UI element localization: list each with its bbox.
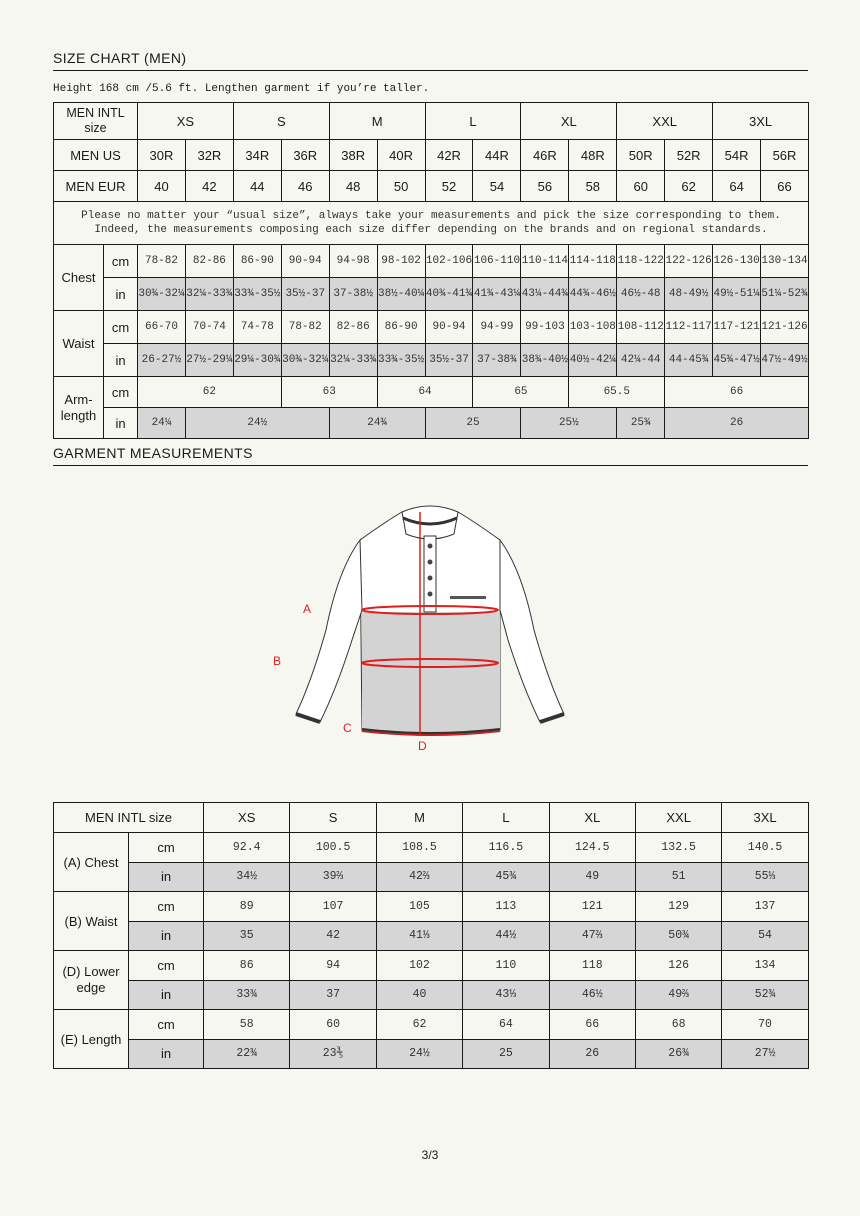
garment-in-cell: 42⅔ [376, 862, 462, 892]
chest-in-cell: 49½-51¼ [713, 278, 761, 311]
garment-in-cell: 40 [376, 980, 462, 1010]
garment-in-cell: 46½ [549, 980, 635, 1010]
arm-cm-cell: 64 [377, 377, 473, 408]
chest-label: Chest [54, 245, 104, 311]
arm-cm-cell: 63 [281, 377, 377, 408]
eur-size-cell: 46 [281, 171, 329, 202]
eur-size-cell: 58 [569, 171, 617, 202]
garment-cm-cell: 110 [463, 951, 549, 981]
us-size-cell: 52R [665, 140, 713, 171]
garment-in-cell: 35 [204, 921, 290, 951]
garment-cm-cell: 66 [549, 1010, 635, 1040]
garment-row-label: (E) Length [54, 1010, 129, 1069]
garment-size-header: XL [549, 803, 635, 833]
garment-size-header: S [290, 803, 376, 833]
intl-size-cell: M [329, 103, 425, 140]
unit-in: in [104, 278, 138, 311]
garment-header-row [54, 803, 809, 833]
eur-size-cell: 66 [761, 171, 809, 202]
chest-cm-cell: 78-82 [138, 245, 186, 278]
waist-cm-cell: 121-126 [761, 311, 809, 344]
chest-cm-cell: 126-130 [713, 245, 761, 278]
garment-cm-cell: 92.4 [204, 833, 290, 863]
eur-size-cell: 48 [329, 171, 377, 202]
waist-in-cell: 32¼-33¾ [329, 344, 377, 377]
garment-cm-cell: 100.5 [290, 833, 376, 863]
garment-row-label: (D) Lower edge [54, 951, 129, 1010]
eur-size-row [54, 171, 809, 202]
garment-cm-cell: 105 [376, 892, 462, 922]
intl-size-cell: 3XL [713, 103, 809, 140]
garment-cm-cell: 60 [290, 1010, 376, 1040]
garment-cm-cell: 108.5 [376, 833, 462, 863]
garment-cm-row [54, 1010, 809, 1040]
waist-in-cell: 47½-49½ [761, 344, 809, 377]
garment-cm-cell: 58 [204, 1010, 290, 1040]
unit-in: in [129, 862, 204, 892]
arm-cm-cell: 66 [665, 377, 809, 408]
garment-in-cell: 47⅔ [549, 921, 635, 951]
garment-in-row [54, 980, 809, 1010]
garment-in-cell: 41⅓ [376, 921, 462, 951]
garment-in-row [54, 921, 809, 951]
chest-in-cell: 32¼-33¾ [185, 278, 233, 311]
garment-cm-cell: 89 [204, 892, 290, 922]
garment-cm-cell: 107 [290, 892, 376, 922]
us-size-cell: 56R [761, 140, 809, 171]
chest-in-cell: 37-38½ [329, 278, 377, 311]
unit-in: in [129, 980, 204, 1010]
waist-in-cell: 35½-37 [425, 344, 473, 377]
garment-in-cell: 43⅓ [463, 980, 549, 1010]
us-size-cell: 50R [617, 140, 665, 171]
waist-cm-cell: 94-99 [473, 311, 521, 344]
chest-cm-cell: 110-114 [521, 245, 569, 278]
waist-in-cell: 45¾-47½ [713, 344, 761, 377]
eur-size-cell: 64 [713, 171, 761, 202]
waist-in-cell: 40½-42¼ [569, 344, 617, 377]
waist-in-cell: 37-38¾ [473, 344, 521, 377]
waist-in-cell: 29¼-30¾ [233, 344, 281, 377]
waist-cm-cell: 90-94 [425, 311, 473, 344]
us-size-cell: 48R [569, 140, 617, 171]
arm-in-cell: 25 [425, 408, 521, 439]
chest-cm-cell: 98-102 [377, 245, 425, 278]
garment-cm-cell: 129 [635, 892, 721, 922]
us-size-row [54, 140, 809, 171]
garment-in-cell: 27½ [722, 1039, 808, 1069]
garment-in-cell: 50¾ [635, 921, 721, 951]
arm-cm-cell: 65 [473, 377, 569, 408]
chest-in-cell: 30¾-32¼ [138, 278, 186, 311]
waist-cm-row [54, 311, 809, 344]
waist-in-cell: 42¼-44 [617, 344, 665, 377]
waist-in-cell: 44-45¾ [665, 344, 713, 377]
garment-size-header: L [463, 803, 549, 833]
garment-in-cell: 26¾ [635, 1039, 721, 1069]
eur-size-cell: 62 [665, 171, 713, 202]
waist-label: Waist [54, 311, 104, 377]
intl-size-row [54, 103, 809, 140]
intl-size-cell: S [233, 103, 329, 140]
intl-size-cell: L [425, 103, 521, 140]
waist-cm-cell: 112-117 [665, 311, 713, 344]
unit-in: in [104, 408, 138, 439]
arm-in-cell: 24¾ [329, 408, 425, 439]
garment-in-cell: 51 [635, 862, 721, 892]
garment-size-header: XXL [635, 803, 721, 833]
chest-cm-cell: 118-122 [617, 245, 665, 278]
unit-cm: cm [129, 951, 204, 981]
garment-in-cell: 52¾ [722, 980, 808, 1010]
eur-size-cell: 50 [377, 171, 425, 202]
garment-cm-cell: 86 [204, 951, 290, 981]
garment-in-cell: 45¾ [463, 862, 549, 892]
advice-text: Please no matter your “usual size”, always take your measurements and pick the size corresponding to them. Indeed, the measurements composing each size differ depending on the brands and on regional standards. [54, 202, 809, 245]
garment-cm-cell: 118 [549, 951, 635, 981]
us-size-cell: 32R [185, 140, 233, 171]
garment-cm-cell: 121 [549, 892, 635, 922]
garment-in-cell: 22¾ [204, 1039, 290, 1069]
garment-size-header: 3XL [722, 803, 808, 833]
garment-cm-cell: 68 [635, 1010, 721, 1040]
us-size-cell: 44R [473, 140, 521, 171]
garment-cm-cell: 116.5 [463, 833, 549, 863]
chest-cm-cell: 122-126 [665, 245, 713, 278]
chest-cm-row [54, 245, 809, 278]
chest-in-cell: 33¾-35½ [233, 278, 281, 311]
garment-in-cell: 37 [290, 980, 376, 1010]
chest-cm-cell: 90-94 [281, 245, 329, 278]
garment-cm-cell: 124.5 [549, 833, 635, 863]
waist-cm-cell: 99-103 [521, 311, 569, 344]
waist-cm-cell: 82-86 [329, 311, 377, 344]
garment-in-cell: 49⅔ [635, 980, 721, 1010]
unit-in: in [129, 1039, 204, 1069]
chest-in-cell: 44¾-46½ [569, 278, 617, 311]
unit-cm: cm [104, 245, 138, 278]
garment-cm-row [54, 833, 809, 863]
unit-cm: cm [104, 311, 138, 344]
us-size-cell: 36R [281, 140, 329, 171]
advice-row [54, 202, 809, 245]
arm-cm-cell: 65.5 [569, 377, 665, 408]
us-size-cell: 34R [233, 140, 281, 171]
garment-measurements-title: GARMENT MEASUREMENTS [53, 445, 808, 466]
garment-in-cell: 49 [549, 862, 635, 892]
garment-in-cell: 42 [290, 921, 376, 951]
eur-size-label: MEN EUR [54, 171, 138, 202]
chest-cm-cell: 82-86 [185, 245, 233, 278]
us-size-label: MEN US [54, 140, 138, 171]
garment-cm-cell: 132.5 [635, 833, 721, 863]
waist-cm-cell: 117-121 [713, 311, 761, 344]
waist-cm-cell: 70-74 [185, 311, 233, 344]
garment-size-header: M [376, 803, 462, 833]
unit-cm: cm [129, 1010, 204, 1040]
us-size-cell: 54R [713, 140, 761, 171]
chest-in-cell: 46½-48 [617, 278, 665, 311]
chest-cm-cell: 94-98 [329, 245, 377, 278]
garment-cm-row [54, 951, 809, 981]
waist-cm-cell: 66-70 [138, 311, 186, 344]
eur-size-cell: 56 [521, 171, 569, 202]
garment-cm-cell: 62 [376, 1010, 462, 1040]
eur-size-cell: 40 [138, 171, 186, 202]
eur-size-cell: 54 [473, 171, 521, 202]
unit-in: in [129, 921, 204, 951]
unit-cm: cm [104, 377, 138, 408]
unit-in: in [104, 344, 138, 377]
chest-cm-cell: 106-110 [473, 245, 521, 278]
arm-in-cell: 26 [665, 408, 809, 439]
unit-cm: cm [129, 892, 204, 922]
garment-illustration [273, 500, 570, 760]
eur-size-cell: 52 [425, 171, 473, 202]
label-c: C [343, 721, 352, 735]
chest-cm-cell: 102-106 [425, 245, 473, 278]
arm-in-cell: 25½ [521, 408, 617, 439]
us-size-cell: 40R [377, 140, 425, 171]
eur-size-cell: 42 [185, 171, 233, 202]
waist-cm-cell: 74-78 [233, 311, 281, 344]
garment-cm-cell: 64 [463, 1010, 549, 1040]
garment-cm-cell: 94 [290, 951, 376, 981]
waist-in-row [54, 344, 809, 377]
waist-in-cell: 33¾-35½ [377, 344, 425, 377]
waist-cm-cell: 78-82 [281, 311, 329, 344]
garment-in-cell: 55⅓ [722, 862, 808, 892]
size-chart-table [53, 102, 809, 439]
waist-cm-cell: 108-112 [617, 311, 665, 344]
height-note: Height 168 cm /5.6 ft. Lengthen garment if you’re taller. [53, 83, 430, 95]
arm-in-cell: 24¼ [138, 408, 186, 439]
chest-in-cell: 40¾-41¾ [425, 278, 473, 311]
eur-size-cell: 44 [233, 171, 281, 202]
garment-cm-cell: 70 [722, 1010, 808, 1040]
unit-cm: cm [129, 833, 204, 863]
waist-in-cell: 27½-29¼ [185, 344, 233, 377]
garment-in-cell: 33¾ [204, 980, 290, 1010]
garment-cm-cell: 134 [722, 951, 808, 981]
garment-cm-cell: 113 [463, 892, 549, 922]
waist-in-cell: 30¾-32¼ [281, 344, 329, 377]
chest-in-cell: 43¼-44¾ [521, 278, 569, 311]
intl-size-cell: XS [138, 103, 234, 140]
garment-cm-cell: 126 [635, 951, 721, 981]
garment-in-row [54, 862, 809, 892]
label-b: B [273, 654, 282, 668]
garment-row-label: (A) Chest [54, 833, 129, 892]
label-d: D [418, 739, 427, 753]
garment-in-cell: 25 [463, 1039, 549, 1069]
garment-in-cell: 23⅗ [290, 1039, 376, 1069]
arm-in-row [54, 408, 809, 439]
size-chart-title: SIZE CHART (MEN) [53, 50, 808, 71]
garment-in-cell: 26 [549, 1039, 635, 1069]
waist-in-cell: 38¾-40½ [521, 344, 569, 377]
chest-in-cell: 41¾-43¼ [473, 278, 521, 311]
chest-in-cell: 35½-37 [281, 278, 329, 311]
garment-measurements-table [53, 802, 809, 1069]
us-size-cell: 42R [425, 140, 473, 171]
us-size-cell: 30R [138, 140, 186, 171]
arm-cm-row [54, 377, 809, 408]
intl-size-cell: XL [521, 103, 617, 140]
garment-in-cell: 39⅔ [290, 862, 376, 892]
page-number: 3/3 [421, 1148, 439, 1162]
chest-in-cell: 38½-40¼ [377, 278, 425, 311]
chest-in-cell: 51¼-52¾ [761, 278, 809, 311]
arm-in-cell: 24½ [185, 408, 329, 439]
us-size-cell: 38R [329, 140, 377, 171]
garment-cm-cell: 102 [376, 951, 462, 981]
arm-length-label: Arm- length [54, 377, 104, 439]
waist-in-cell: 26-27½ [138, 344, 186, 377]
garment-in-cell: 54 [722, 921, 808, 951]
chest-in-row [54, 278, 809, 311]
label-a: A [303, 602, 312, 616]
arm-in-cell: 25¾ [617, 408, 665, 439]
waist-cm-cell: 103-108 [569, 311, 617, 344]
us-size-cell: 46R [521, 140, 569, 171]
garment-size-header: XS [204, 803, 290, 833]
garment-in-row [54, 1039, 809, 1069]
garment-cm-cell: 140.5 [722, 833, 808, 863]
garment-header-label: MEN INTL size [54, 803, 204, 833]
chest-cm-cell: 130-134 [761, 245, 809, 278]
intl-size-cell: XXL [617, 103, 713, 140]
eur-size-cell: 60 [617, 171, 665, 202]
garment-in-cell: 24½ [376, 1039, 462, 1069]
chest-cm-cell: 114-118 [569, 245, 617, 278]
chest-cm-cell: 86-90 [233, 245, 281, 278]
arm-cm-cell: 62 [138, 377, 282, 408]
chest-in-cell: 48-49½ [665, 278, 713, 311]
waist-cm-cell: 86-90 [377, 311, 425, 344]
garment-cm-row [54, 892, 809, 922]
garment-in-cell: 34½ [204, 862, 290, 892]
garment-row-label: (B) Waist [54, 892, 129, 951]
intl-size-label: MEN INTL size [54, 103, 138, 140]
garment-cm-cell: 137 [722, 892, 808, 922]
garment-in-cell: 44½ [463, 921, 549, 951]
